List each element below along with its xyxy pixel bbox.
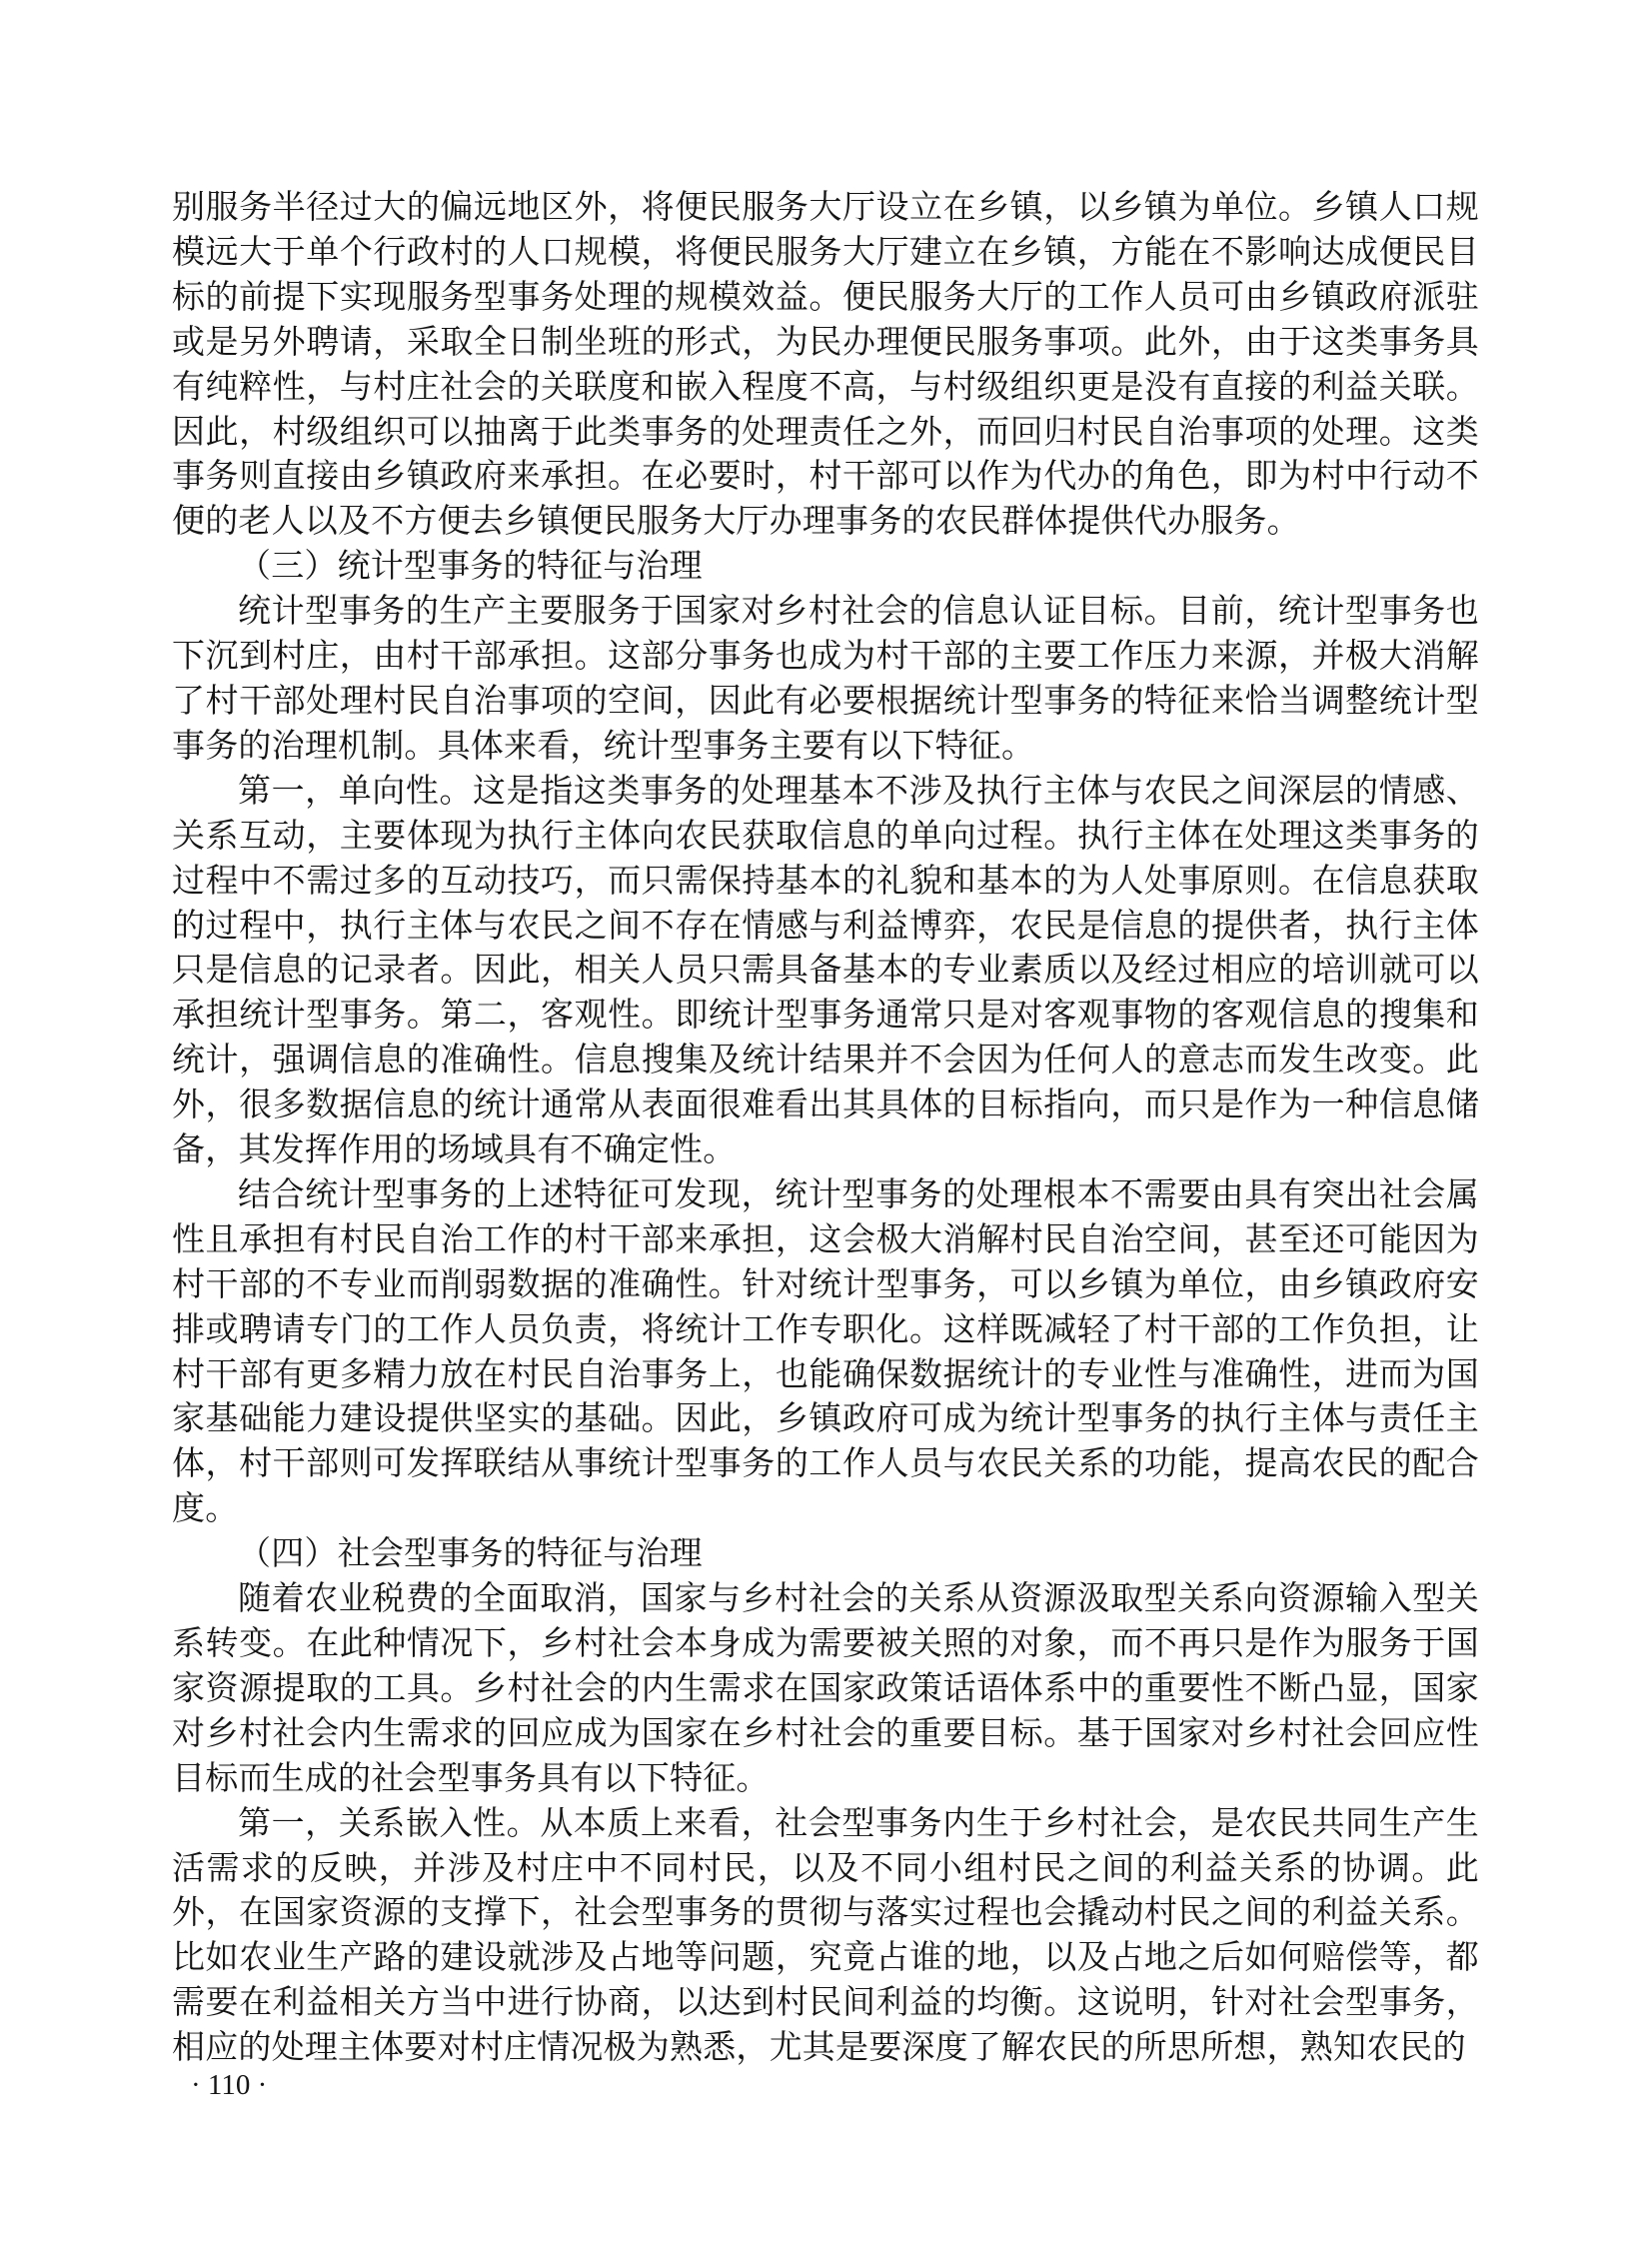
- paragraph: 结合统计型事务的上述特征可发现，统计型事务的处理根本不需要由具有突出社会属性且承担有村民自治工作的村干部来承担，这会极大消解村民自治空间，甚至还可能因为村干部的不专业而削弱数据的准确性。针对统计型事务，可以乡镇为单位，由乡镇政府安排或聘请专门的工作人员负责，将统计工作专职化。这样既减轻了村干部的工作负担，让村干部有更多精力放在村民自治事务上，也能确保数据统计的专业性与准确性，进而为国家基础能力建设提供坚实的基础。因此，乡镇政府可成为统计型事务的执行主体与责任主体，村干部则可发挥联结从事统计型事务的工作人员与农民关系的功能，提高农民的配合度。: [172, 1176, 1479, 1528]
- section-heading-3: （三）统计型事务的特征与治理: [238, 549, 703, 586]
- paragraph: 统计型事务的生产主要服务于国家对乡村社会的信息认证目标。目前，统计型事务也下沉到村庄，由村干部承担。这部分事务也成为村干部的主要工作压力来源，并极大消解了村干部处理村民自治事项的空间，因此有必要根据统计型事务的特征来恰当调整统计型事务的治理机制。具体来看，统计型事务主要有以下特征。: [172, 594, 1479, 765]
- page-number: · 110 ·: [191, 2069, 268, 2101]
- text-block: [172, 186, 1479, 2071]
- paragraph: 随着农业税费的全面取消，国家与乡村社会的关系从资源汲取型关系向资源输入型关系转变。在此种情况下，乡村社会本身成为需要被关照的对象，而不再只是作为服务于国家资源提取的工具。乡村社会的内生需求在国家政策话语体系中的重要性不断凸显，国家对乡村社会内生需求的回应成为国家在乡村社会的重要目标。基于国家对乡村社会回应性目标而生成的社会型事务具有以下特征。: [172, 1581, 1479, 1797]
- section-heading-4: （四）社会型事务的特征与治理: [238, 1536, 703, 1573]
- paragraph-continuation: 别服务半径过大的偏远地区外，将便民服务大厅设立在乡镇，以乡镇为单位。乡镇人口规模远大于单个行政村的人口规模，将便民服务大厅建立在乡镇，方能在不影响达成便民目标的前提下实现服务型事务处理的规模效益。便民服务大厅的工作人员可由乡镇政府派驻或是另外聘请，采取全日制坐班的形式，为民办理便民服务事项。此外，由于这类事务具有纯粹性，与村庄社会的关联度和嵌入程度不高，与村级组织更是没有直接的利益关联。因此，村级组织可以抽离于此类事务的处理责任之外，而回归村民自治事项的处理。这类事务则直接由乡镇政府来承担。在必要时，村干部可以作为代办的角色，即为村中行动不便的老人以及不方便去乡镇便民服务大厅办理事务的农民群体提供代办服务。: [172, 190, 1479, 541]
- paragraph: 第一，单向性。这是指这类事务的处理基本不涉及执行主体与农民之间深层的情感、关系互动，主要体现为执行主体向农民获取信息的单向过程。执行主体在处理这类事务的过程中不需过多的互动技巧，而只需保持基本的礼貌和基本的为人处事原则。在信息获取的过程中，执行主体与农民之间不存在情感与利益博弈，农民是信息的提供者，执行主体只是信息的记录者。因此，相关人员只需具备基本的专业素质以及经过相应的培训就可以承担统计型事务。第二，客观性。即统计型事务通常只是对客观事物的客观信息的搜集和统计，强调信息的准确性。信息搜集及统计结果并不会因为任何人的意志而发生改变。此外，很多数据信息的统计通常从表面很难看出其具体的目标指向，而只是作为一种信息储备，其发挥作用的场域具有不确定性。: [172, 773, 1479, 1169]
- paragraph: 第一，关系嵌入性。从本质上来看，社会型事务内生于乡村社会，是农民共同生产生活需求的反映，并涉及村庄中不同村民，以及不同小组村民之间的利益关系的协调。此外，在国家资源的支撑下，社会型事务的贯彻与落实过程也会撬动村民之间的利益关系。比如农业生产路的建设就涉及占地等问题，究竟占谁的地，以及占地之后如何赔偿等，都需要在利益相关方当中进行协商，以达到村民间利益的均衡。这说明，针对社会型事务，相应的处理主体要对村庄情况极为熟悉，尤其是要深度了解农民的所思所想，熟知农民的: [172, 1805, 1479, 2067]
